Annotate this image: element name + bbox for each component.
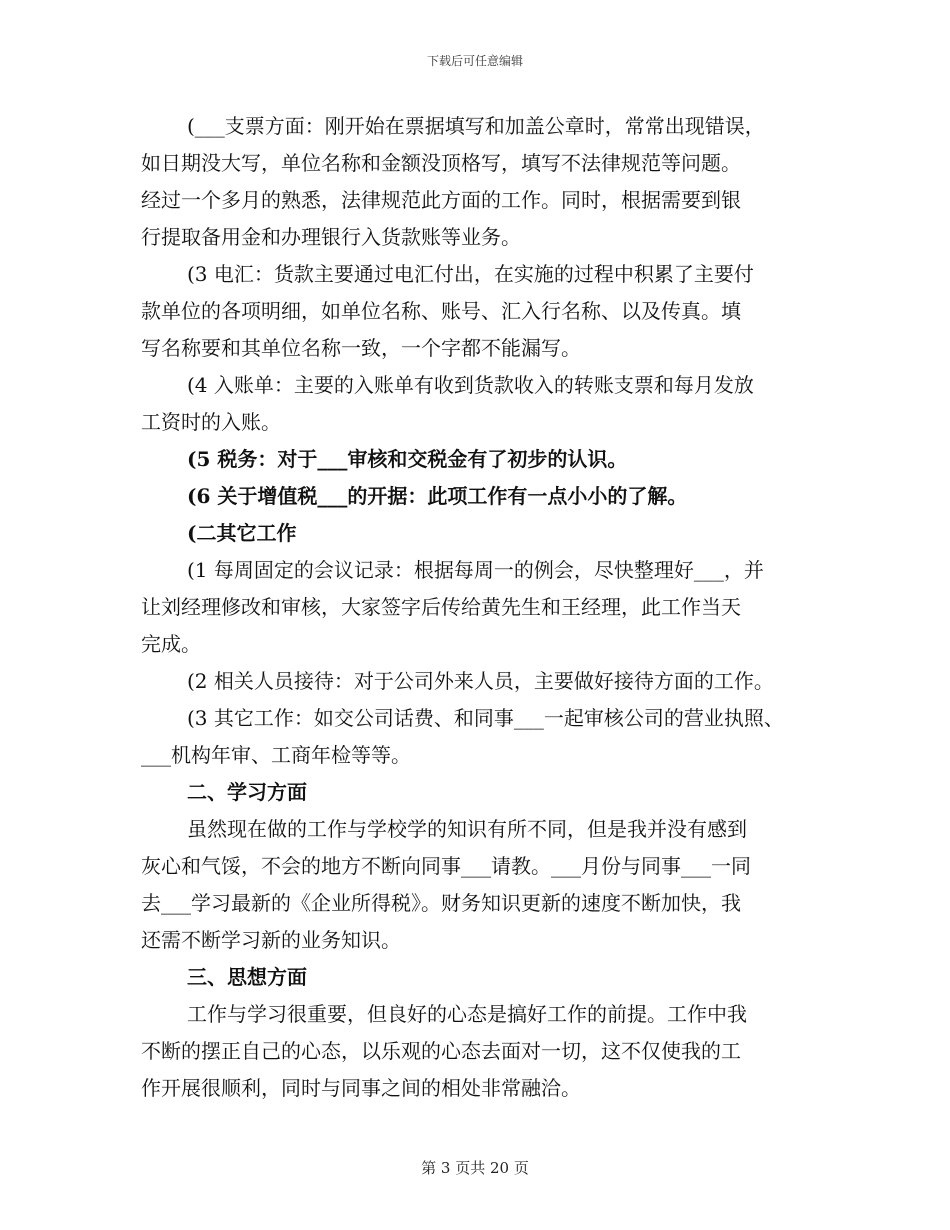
page-header: 下载后可任意编辑 bbox=[426, 54, 523, 68]
paragraph-line: 完成。 bbox=[141, 632, 201, 656]
paragraph-line: (3 电汇：货款主要通过电汇付出，在实施的过程中积累了主要付 bbox=[187, 262, 754, 286]
paragraph-line: 去___学习最新的《企业所得税》。财务知识更新的速度不断加快，我 bbox=[141, 891, 741, 915]
section-heading-line: (6 关于增值税___的开据：此项工作有一点小小的了解。 bbox=[187, 484, 688, 508]
document-body bbox=[141, 108, 821, 1107]
paragraph-line: 如日期没大写，单位名称和金额没顶格写，填写不法律规范等问题。 bbox=[141, 151, 741, 175]
paragraph-line: 让刘经理修改和审核，大家签字后传给黄先生和王经理，此工作当天 bbox=[141, 595, 741, 619]
paragraph-line: (4 入账单：主要的入账单有收到货款收入的转账支票和每月发放 bbox=[187, 373, 754, 397]
paragraph-line: (1 每周固定的会议记录：根据每周一的例会，尽快整理好___，并 bbox=[187, 558, 764, 582]
paragraph-line: (3 其它工作：如交公司话费、和同事___一起审核公司的营业执照、 bbox=[187, 706, 784, 730]
paragraph-line: 经过一个多月的熟悉，法律规范此方面的工作。同时，根据需要到银 bbox=[141, 188, 741, 212]
paragraph-line: 不断的摆正自己的心态，以乐观的心态去面对一切，这不仅使我的工 bbox=[141, 1039, 741, 1063]
section-heading-line: (二其它工作 bbox=[187, 521, 297, 545]
paragraph-line: 作开展很顺利，同时与同事之间的相处非常融洽。 bbox=[141, 1076, 581, 1100]
section-heading-line: (5 税务：对于___审核和交税金有了初步的认识。 bbox=[187, 447, 628, 471]
paragraph-line: (2 相关人员接待：对于公司外来人员，主要做好接待方面的工作。 bbox=[187, 669, 774, 693]
paragraph-line: 行提取备用金和办理银行入货款账等业务。 bbox=[141, 225, 521, 249]
paragraph-line: 款单位的各项明细，如单位名称、账号、汇入行名称、以及传真。填 bbox=[141, 299, 741, 323]
paragraph-line: ___机构年审、工商年检等等。 bbox=[141, 743, 411, 767]
paragraph-line: 还需不断学习新的业务知识。 bbox=[141, 928, 401, 952]
section-heading-line: 三、思想方面 bbox=[187, 965, 307, 989]
page-footer: 第 3 页共 20 页 bbox=[421, 1159, 529, 1177]
paragraph-line: 工资时的入账。 bbox=[141, 410, 281, 434]
paragraph-line: 写名称要和其单位名称一致，一个字都不能漏写。 bbox=[141, 336, 581, 360]
paragraph-line: (___支票方面：刚开始在票据填写和加盖公章时，常常出现错误， bbox=[187, 114, 765, 138]
paragraph-line: 工作与学习很重要，但良好的心态是搞好工作的前提。工作中我 bbox=[187, 1002, 747, 1026]
paragraph-line: 灰心和气馁，不会的地方不断向同事___请教。___月份与同事___一同 bbox=[141, 854, 751, 878]
section-heading-line: 二、学习方面 bbox=[187, 780, 307, 804]
paragraph-line: 虽然现在做的工作与学校学的知识有所不同，但是我并没有感到 bbox=[187, 817, 747, 841]
